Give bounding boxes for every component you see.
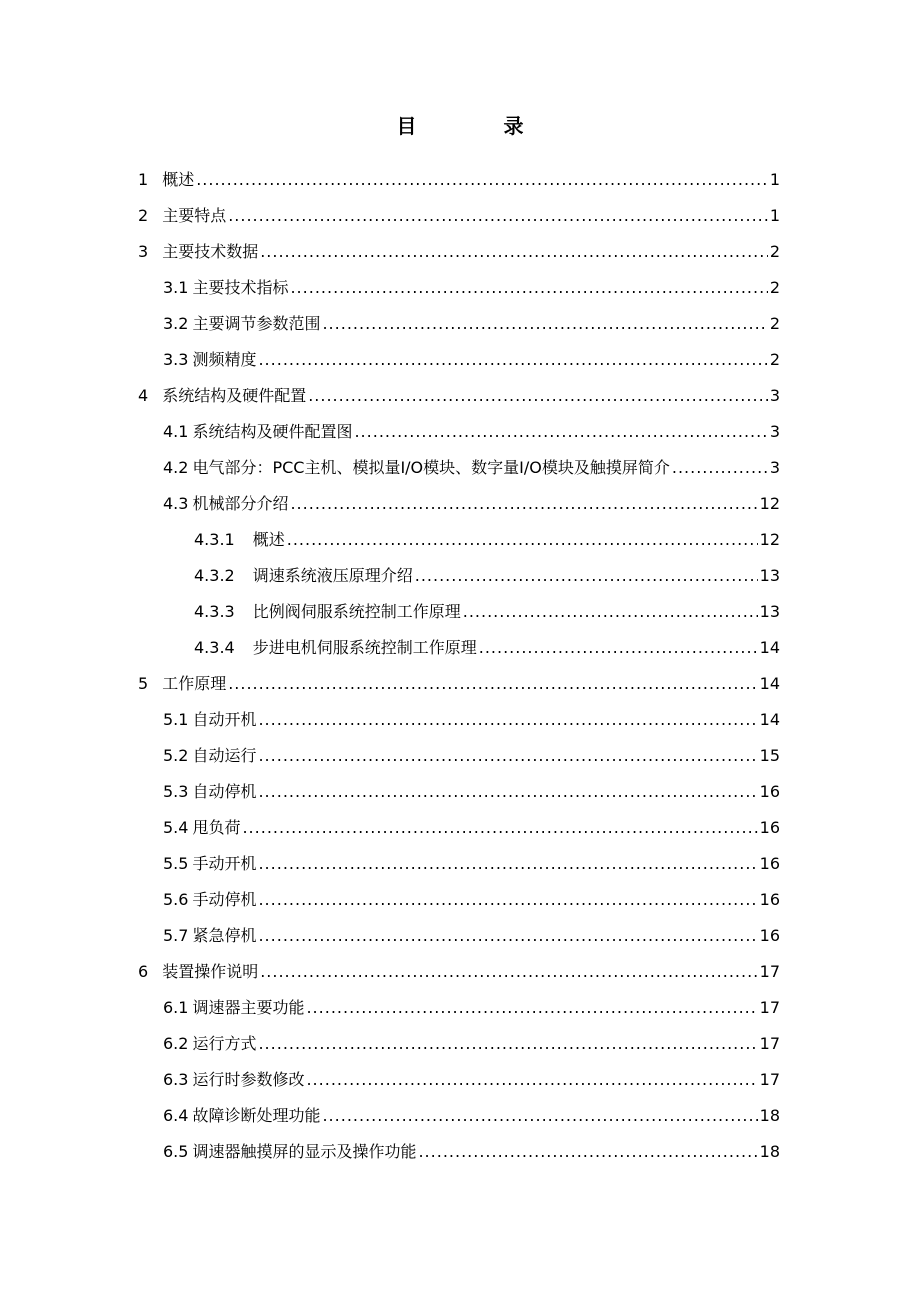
toc-entry-page: 2 [769, 242, 780, 261]
dot-leader [306, 1070, 757, 1090]
toc-entry-2[interactable] [0, 198, 780, 234]
toc-entry-text: 装置操作说明 [162, 962, 259, 981]
toc-entry-page: 3 [769, 422, 780, 441]
toc-entry-5-1[interactable] [0, 702, 780, 738]
dot-leader [258, 782, 757, 802]
toc-entry-5-2[interactable] [0, 738, 780, 774]
toc-entry-page: 3 [769, 386, 780, 405]
toc-entry-text: 电气部分：PCC主机、模拟量I/O模块、数字量I/O模块及触摸屏简介 [192, 458, 670, 477]
dot-leader [672, 458, 768, 478]
toc-entry-text: 主要调节参数范围 [192, 314, 321, 333]
toc-entry-text: 手动停机 [192, 890, 257, 909]
toc-entry-page: 12 [759, 530, 780, 549]
toc-entry-4-3-1[interactable] [0, 522, 780, 558]
toc-entry-text: 自动开机 [192, 710, 257, 729]
toc-entry-text: 系统结构及硬件配置图 [192, 422, 353, 441]
toc-entry-text: 甩负荷 [192, 818, 241, 837]
toc-entry-text: 紧急停机 [192, 926, 257, 945]
toc-entry-text: 运行方式 [192, 1034, 257, 1053]
toc-entry-number: 5.6 [163, 890, 189, 909]
toc-entry-page: 18 [759, 1106, 780, 1125]
toc-entry-5-7[interactable] [0, 918, 780, 954]
toc-entry-3-2[interactable] [0, 306, 780, 342]
toc-entry-3-3[interactable] [0, 342, 780, 378]
toc-entry-number: 3.1 [163, 278, 189, 297]
toc-entry-page: 17 [759, 962, 780, 981]
toc-entry-6-1[interactable] [0, 990, 780, 1026]
dot-leader [308, 386, 768, 406]
toc-entry-5-4[interactable] [0, 810, 780, 846]
dot-leader [306, 998, 757, 1018]
toc-entry-page: 17 [759, 1034, 780, 1053]
dot-leader [258, 854, 757, 874]
toc-entry-page: 3 [769, 458, 780, 477]
toc-entry-text: 调速系统液压原理介绍 [252, 566, 413, 585]
toc-list [0, 162, 920, 1170]
toc-entry-number: 6 [138, 962, 149, 981]
toc-entry-4-2[interactable] [0, 450, 780, 486]
toc-entry-text: 调速器触摸屏的显示及操作功能 [192, 1142, 417, 1161]
toc-entry-number: 5 [138, 674, 149, 693]
toc-entry-text: 机械部分介绍 [192, 494, 289, 513]
dot-leader [260, 962, 757, 982]
dot-leader [479, 638, 758, 658]
toc-entry-page: 14 [759, 638, 780, 657]
dot-leader [322, 314, 767, 334]
toc-entry-page: 2 [769, 350, 780, 369]
dot-leader [258, 350, 767, 370]
dot-leader [242, 818, 757, 838]
toc-entry-number: 4.3.1 [194, 530, 235, 549]
toc-entry-number: 2 [138, 206, 149, 225]
dot-leader [258, 890, 757, 910]
toc-entry-5-6[interactable] [0, 882, 780, 918]
toc-entry-number: 4.3.2 [194, 566, 235, 585]
toc-entry-page: 17 [759, 1070, 780, 1089]
toc-entry-page: 13 [759, 602, 780, 621]
toc-entry-page: 16 [759, 782, 780, 801]
toc-entry-text: 主要技术指标 [192, 278, 289, 297]
toc-entry-5-3[interactable] [0, 774, 780, 810]
toc-entry-4-3-2[interactable] [0, 558, 780, 594]
toc-entry-page: 1 [769, 170, 780, 189]
toc-entry-4-3[interactable] [0, 486, 780, 522]
toc-entry-number: 1 [138, 170, 149, 189]
toc-entry-6-5[interactable] [0, 1134, 780, 1170]
toc-entry-number: 4 [138, 386, 149, 405]
toc-entry-number: 6.4 [163, 1106, 189, 1125]
toc-entry-number: 6.3 [163, 1070, 189, 1089]
toc-entry-3-1[interactable] [0, 270, 780, 306]
toc-entry-5[interactable] [0, 666, 780, 702]
toc-entry-text: 工作原理 [162, 674, 227, 693]
toc-entry-page: 14 [759, 674, 780, 693]
dot-leader [463, 602, 758, 622]
toc-entry-page: 16 [759, 854, 780, 873]
toc-entry-text: 比例阀伺服系统控制工作原理 [252, 602, 461, 621]
toc-entry-page: 12 [759, 494, 780, 513]
toc-entry-number: 4.3.3 [194, 602, 235, 621]
toc-entry-page: 13 [759, 566, 780, 585]
toc-entry-text: 自动运行 [192, 746, 257, 765]
toc-entry-number: 4.3 [163, 494, 189, 513]
toc-entry-text: 故障诊断处理功能 [192, 1106, 321, 1125]
toc-entry-number: 5.7 [163, 926, 189, 945]
dot-leader [258, 926, 757, 946]
dot-leader [260, 242, 768, 262]
toc-entry-number: 4.2 [163, 458, 189, 477]
toc-entry-number: 3.2 [163, 314, 189, 333]
toc-entry-4[interactable] [0, 378, 780, 414]
dot-leader [258, 746, 757, 766]
dot-leader [196, 170, 768, 190]
dot-leader [290, 278, 767, 298]
toc-entry-number: 5.1 [163, 710, 189, 729]
dot-leader [322, 1106, 757, 1126]
toc-entry-number: 6.2 [163, 1034, 189, 1053]
toc-entry-number: 4.3.4 [194, 638, 235, 657]
toc-entry-page: 16 [759, 818, 780, 837]
toc-entry-6-2[interactable] [0, 1026, 780, 1062]
toc-entry-page: 15 [759, 746, 780, 765]
dot-leader [258, 1034, 757, 1054]
toc-entry-6-3[interactable] [0, 1062, 780, 1098]
dot-leader [418, 1142, 757, 1162]
toc-entry-number: 6.1 [163, 998, 189, 1017]
toc-entry-4-1[interactable] [0, 414, 780, 450]
toc-title: 目 录 [396, 114, 564, 138]
toc-entry-number: 5.2 [163, 746, 189, 765]
dot-leader [228, 206, 768, 226]
toc-entry-6[interactable] [0, 954, 780, 990]
toc-entry-text: 主要特点 [162, 206, 227, 225]
toc-entry-text: 概述 [162, 170, 195, 189]
toc-entry-text: 主要技术数据 [162, 242, 259, 261]
toc-entry-5-5[interactable] [0, 846, 780, 882]
toc-entry-number: 6.5 [163, 1142, 189, 1161]
toc-entry-4-3-4[interactable] [0, 630, 780, 666]
toc-entry-number: 5.3 [163, 782, 189, 801]
toc-entry-page: 14 [759, 710, 780, 729]
dot-leader [415, 566, 758, 586]
toc-entry-page: 16 [759, 890, 780, 909]
toc-entry-page: 16 [759, 926, 780, 945]
toc-entry-page: 18 [759, 1142, 780, 1161]
toc-entry-6-4[interactable] [0, 1098, 780, 1134]
toc-entry-page: 17 [759, 998, 780, 1017]
dot-leader [228, 674, 757, 694]
toc-entry-text: 测频精度 [192, 350, 257, 369]
toc-entry-4-3-3[interactable] [0, 594, 780, 630]
dot-leader [354, 422, 767, 442]
toc-entry-page: 2 [769, 314, 780, 333]
toc-entry-text: 调速器主要功能 [192, 998, 305, 1017]
toc-entry-text: 步进电机伺服系统控制工作原理 [252, 638, 477, 657]
dot-leader [258, 710, 757, 730]
toc-entry-number: 3.3 [163, 350, 189, 369]
toc-entry-3[interactable] [0, 234, 780, 270]
toc-entry-number: 3 [138, 242, 149, 261]
toc-entry-number: 5.5 [163, 854, 189, 873]
toc-entry-text: 运行时参数修改 [192, 1070, 305, 1089]
toc-entry-number: 4.1 [163, 422, 189, 441]
toc-entry-text: 自动停机 [192, 782, 257, 801]
toc-entry-text: 系统结构及硬件配置 [162, 386, 307, 405]
dot-leader [290, 494, 757, 514]
toc-entry-1[interactable] [0, 162, 780, 198]
toc-entry-text: 手动开机 [192, 854, 257, 873]
dot-leader [287, 530, 758, 550]
toc-entry-page: 1 [769, 206, 780, 225]
toc-entry-number: 5.4 [163, 818, 189, 837]
toc-entry-text: 概述 [252, 530, 285, 549]
toc-entry-page: 2 [769, 278, 780, 297]
